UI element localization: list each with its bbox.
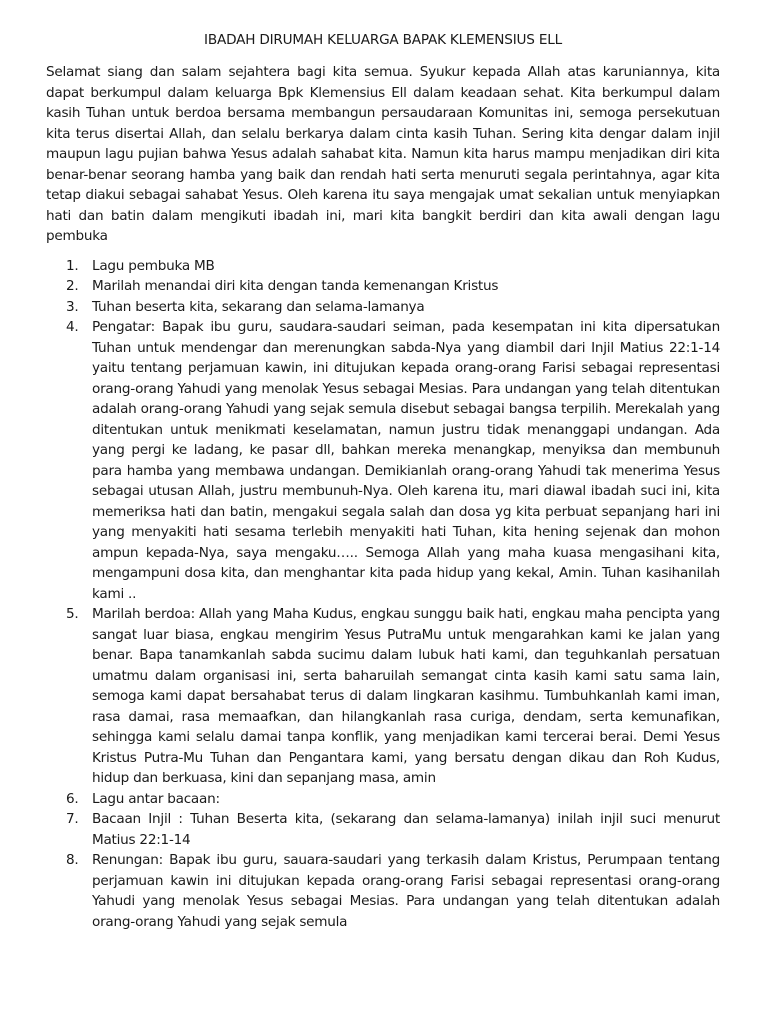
list-item-text: Tuhan beserta kita, sekarang dan selama-lamanya [92, 298, 425, 315]
document-title: IBADAH DIRUMAH KELUARGA BAPAK KLEMENSIUS ELL [204, 32, 562, 48]
list-item-number: 4. [66, 319, 79, 335]
list-item [46, 297, 720, 318]
list-item [46, 276, 720, 297]
list-item-number: 8. [66, 852, 79, 868]
list-item-number: 1. [66, 257, 79, 274]
agenda-list [46, 256, 720, 933]
list-item [46, 789, 720, 810]
document-page [46, 30, 720, 932]
list-item-number: 3. [66, 298, 79, 315]
intro-paragraph: Selamat siang dan salam sejahtera bagi kita semua. Syukur kepada Allah atas karuniannya, kita dapat berkumpul dalam keluarga Bpk Klemensius Ell dalam keadaan sehat. Kita berkumpul dalam kasih Tuhan untuk berdoa bersama membangun persaudaraan Komunitas ini, semoga persekutuan kita terus disertai Allah, dan selalu berkarya dalam cinta kasih Tuhan. Sering kita dengar dalam injil maupun lagu pujian bahwa Yesus adalah sahabat kita. Namun kita harus mampu menjadikan diri kita benar-benar seorang hamba yang baik dan rendah hati serta menuruti segala perintahnya, agar kita tetap diakui sebagai sahabat Yesus. Oleh karena itu saya mengajak umat sekalian untuk menyiapkan hati dan batin dalam mengikuti ibadah ini, mari kita bangkit berdiri dan kita awali dengan lagu pembuka [46, 64, 720, 244]
list-item-text: Lagu antar bacaan: [92, 790, 220, 807]
list-item-text: Marilah menandai diri kita dengan tanda kemenangan Kristus [92, 278, 499, 294]
list-item-text: Bacaan Injil : Tuhan Beserta kita, (sekarang dan selama-lamanya) inilah injil suci menurut Matius 22:1-14 [92, 811, 720, 848]
list-item-number: 2. [66, 278, 79, 294]
list-item-text: Lagu pembuka MB [92, 257, 215, 274]
list-item [46, 850, 720, 932]
list-item-text: Pengatar: Bapak ibu guru, saudara-saudari seiman, pada kesempatan ini kita dipersatukan Tuhan untuk mendengar dan merenungkan sabda-Nya yang diambil dari Injil Matius 22:1-14 yaitu tentang perjamuan kawin, ini ditujukan kepada orang-orang Farisi sebagai representasi orang-orang Yahudi yang menolak Yesus sebagai Mesias. Para undangan yang telah ditentukan adalah orang-orang Yahudi yang sejak semula disebut sebagai bangsa terpilih. Merekalah yang ditentukan untuk menikmati keselamatan, namun justru tidak menanggapi undangan. Ada yang pergi ke ladang, ke pasar dll, bahkan mereka menangkap, menyiksa dan membunuh para hamba yang membawa undangan. Demikianlah orang-orang Yahudi tak menerima Yesus sebagai utusan Allah, justru membunuh-Nya. Oleh karena itu, mari diawal ibadah suci ini, kita memeriksa hati dan batin, mengakui segala salah dan dosa yg kita perbuat sepanjang hari ini yang menyakiti hati sesama terlebih menyakiti hati Tuhan, kita hening sejenak dan mohon ampun kepada-Nya, saya mengaku….. Semoga Allah yang maha kuasa mengasihani kita, mengampuni dosa kita, dan menghantar kita pada hidup yang kekal, Amin. Tuhan kasihanilah kami .. [92, 319, 720, 602]
list-item-number: 6. [66, 790, 79, 807]
list-item [46, 604, 720, 789]
list-item-text: Renungan: Bapak ibu guru, sauara-saudari yang terkasih dalam Kristus, Perumpaan tentang perjamuan kawin ini ditujukan kepada orang-orang Farisi sebagai representasi orang-orang Yahudi yang menolak Yesus sebagai Mesias. Para undangan yang telah ditentukan adalah orang-orang Yahudi yang sejak semula [92, 852, 720, 930]
list-item-number: 7. [66, 811, 79, 827]
list-item-number: 5. [66, 606, 79, 622]
list-item [46, 809, 720, 850]
list-item [46, 256, 720, 277]
list-item [46, 317, 720, 604]
list-item-text: Marilah berdoa: Allah yang Maha Kudus, engkau sunggu baik hati, engkau maha pencipta yang sangat luar biasa, engkau mengirim Yesus PutraMu untuk mengarahkan kami ke jalan yang benar. Bapa tanamkanlah sabda sucimu dalam lubuk hati kami, dan teguhkanlah persatuan umatmu dalam organisasi ini, serta baharuilah semangat cinta kasih kami satu sama lain, semoga kami dapat bersahabat terus di dalam lingkaran kasihmu. Tumbuhkanlah kami iman, rasa damai, rasa memaafkan, dan hilangkanlah rasa curiga, dendam, serta kemunafikan, sehingga kami selalu damai tanpa konflik, yang menjadikan kami tercerai berai. Demi Yesus Kristus Putra-Mu Tuhan dan Pengantara kami, yang bersatu dengan dikau dan Roh Kudus, hidup dan berkuasa, kini dan sepanjang masa, amin [92, 606, 720, 786]
